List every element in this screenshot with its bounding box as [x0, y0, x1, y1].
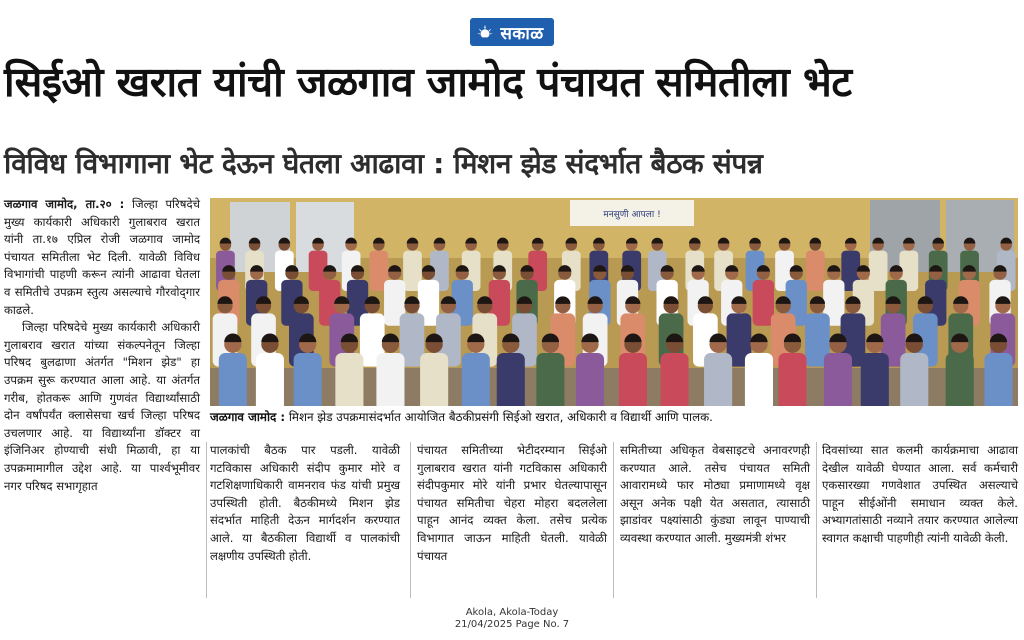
caption-text: मिशन झेड उपक्रमासंदर्भात आयोजित बैठकीप्रसंगी सिईओ खरात, अधिकारी व विद्यार्थी आणि पालक. [288, 410, 713, 424]
headline: सिईओ खरात यांची जळगाव जामोद पंचायत समितीला भेट [4, 58, 852, 106]
lead-text: जिल्हा परिषदेचे मुख्य कार्यकारी अधिकारी गुलाबराव खरात यांनी ता.१७ एप्रिल रोजी जळगाव जामोद पंचायत समितीला भेट दिली. यावेळी विविध विभागांची पाहणी करून त्यांनी आढावा घेतला व समितीचे उपक्रम स्तुत्य असल्याचे गौरवोद्‌गार काढले. [4, 197, 200, 317]
newspaper-logo [470, 18, 553, 46]
masthead [0, 18, 1024, 46]
column-3-text: पंचायत समितीच्या भेटीदरम्यान सिईओ गुलाबराव खरात यांनी गटविकास अधिकारी संदीपकुमार मोरे यांनी प्रभार घेतल्यापासून पंचायत समितीचा चेहरा मोहरा बदललेला पाहून आनंद व्यक्त केला. तसेच प्रत्येक विभागात जाऊन माहिती घेतली. यावेळी पंचायत [417, 443, 607, 563]
photo-caption [210, 408, 1018, 426]
column-divider [206, 442, 207, 598]
news-photo [210, 198, 1018, 406]
page-footer [0, 607, 1024, 631]
article-column-2 [210, 442, 400, 565]
wall-banner-text: मनसुणी आपला ! [603, 210, 661, 220]
column-5-text: दिवसांच्या सात कलमी कार्यक्रमाचा आढावा देखील यावेळी घेण्यात आला. सर्व कर्मचारी एकसारख्या गणवेशात उपस्थित असल्याचे पाहून सीईओंनी समाधान व्यक्त केले. अभ्यागतांसाठी नव्याने तयार करण्यात आलेल्या स्वागत कक्षाची पाहणीही त्यांनी यावेळी केली. [822, 443, 1018, 545]
subheadline: विविध विभागाना भेट देऊन घेतला आढावा : मिशन झेड संदर्भात बैठक संपन्न [4, 147, 763, 180]
paragraph-2: जिल्हा परिषदेचे मुख्य कार्यकारी अधिकारी गुलाबराव खरात यांच्या संकल्पनेतून जिल्हा परिषद बुलढाणा अंतर्गत "मिशन झेड" हा उपक्रम सुरू करण्यात आला आहे. या अंतर्गत गरीब, होतकरू आणि गुणवंत विद्यार्थ्यांसाठी दोन वर्षांपर्यंत क्लासेसचा खर्च जिल्हा परिषद उचलणार आहे. या विद्यार्थ्यांना डॉक्टर वा इंजिनिअर होण्याची संधी मिळावी, हा या उपक्रमामागील उद्देश आहे. या पार्श्वभूमीवर नगर परिषद सभागृहात [4, 320, 200, 493]
logo-text: सकाळ [500, 23, 544, 44]
column-2-text: पालकांची बैठक पार पडली. यावेळी गटविकास अधिकारी संदीप कुमार मोरे व गटशिक्षणाधिकारी वामनराव फंड यांची प्रमुख उपस्थिती होती. बैठकीमध्ये मिशन झेड संदर्भात माहिती देऊन मार्गदर्शन करण्यात आले. या बैठकीला विद्यार्थी व पालकांची लक्षणीय उपस्थिती होती. [210, 443, 400, 563]
lead-paragraph [4, 196, 200, 319]
group-photo-illustration [210, 198, 1018, 406]
column-divider [816, 442, 817, 598]
dateline: जळगाव जामोद, ता.२० : [4, 197, 125, 211]
date-page-label: 21/04/2025 Page No. 7 [454, 619, 570, 630]
caption-place: जळगाव जामोद : [210, 410, 286, 424]
column-divider [410, 442, 411, 598]
sun-emblem-icon [476, 23, 494, 41]
article-column-3 [417, 442, 607, 565]
column-4-text: समितीच्या अधिकृत वेबसाइटचे अनावरणही करण्यात आले. तसेच पंचायत समिती आवारामध्ये फार मोठ्या प्रमाणामध्ये वृक्ष असून अनेक पक्षी येत असतात, त्यासाठी झाडांवर पक्ष्यांसाठी कुंड्या लावून पाण्याची व्यवस्था करण्यात आली. मुख्यमंत्री शंभर [620, 443, 810, 545]
article-column-1 [4, 196, 200, 495]
column-divider [613, 442, 614, 598]
article-column-5 [822, 442, 1018, 548]
article-column-4 [620, 442, 810, 548]
edition-label: Akola, Akola-Today [465, 607, 559, 618]
